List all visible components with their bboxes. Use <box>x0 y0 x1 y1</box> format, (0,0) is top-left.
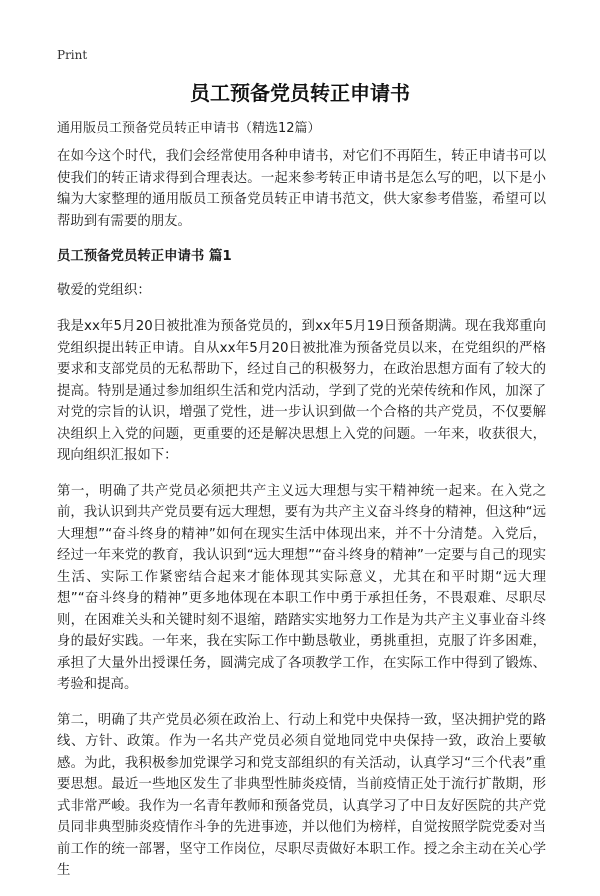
document-body <box>57 146 546 896</box>
body-paragraph-1: 我是xx年5月20日被批准为预备党员的，到xx年5月19日预备期满。现在我郑重向党组织提出转正申请。自从xx年5月20日被批准为预备党员以来，在党组织的严格要求和支部党员的无私帮助下，经过自己的积极努力，在政治思想方面有了较大的提高。特别是通过参加组织生活和党内活动，学到了党的光荣传统和作风，加深了对党的宗旨的认识，增强了党性，进一步认识到做一个合格的共产党员，不仅要解决组织上入党的问题，更重要的还是解决思想上入党的问题。一年来，收获很大，现向组织汇报如下： <box>57 319 546 463</box>
section-heading: 员工预备党员转正申请书 篇1 <box>57 249 232 264</box>
greeting: 敬爱的党组织： <box>57 283 151 298</box>
intro-paragraph: 在如今这个时代，我们会经常使用各种申请书，对它们不再陌生，转正申请书可以使我们的转正请求得到合理表达。一起来参考转正申请书是怎么写的吧，以下是小编为大家整理的通用版员工预备党员转正申请书范文，供大家参考借鉴，希望可以帮助到有需要的朋友。 <box>57 149 546 229</box>
body-paragraph-2: 第一，明确了共产党员必须把共产主义远大理想与实干精神统一起来。在入党之前，我认识到共产党员要有远大理想，要有为共产主义奋斗终身的精神，但这种“远大理想”“奋斗终身的精神”如何在现实生活中体现出来，并不十分清楚。入党后，经过一年来党的教育，我认识到“远大理想”“奋斗终身的精神”一定要与自己的现实生活、实际工作紧密结合起来才能体现其实际意义，尤其在和平时期“远大理想”“奋斗终身的精神”更多地体现在本职工作中勇于承担任务，不畏艰难、尽职尽则，在困难关头和关键时刻不退缩，踏踏实实地努力工作是为共产主义事业奋斗终身的最好实践。一年来，我在实际工作中勤恳敬业，勇挑重担，克服了许多困难，承担了大量外出授课任务，圆满完成了各项教学工作，在实际工作中得到了锻炼、考验和提高。 <box>57 483 546 692</box>
body-paragraph-3: 第二，明确了共产党员必须在政治上、行动上和党中央保持一致，坚决拥护党的路线、方针、政策。作为一名共产党员必须自觉地同党中央保持一致，政治上要敏感。为此，我积极参加党课学习和党支部组织的有关活动，认真学习“三个代表”重要思想。最近一些地区发生了非典型性肺炎疫情，当前疫情正处于流行扩散期，形式非常严峻。我作为一名青年教师和预备党员，认真学习了中日友好医院的共产党员同非典型肺炎疫情作斗争的先进事迹，并以他们为榜样，自觉按照学院党委对当前工作的统一部署，坚守工作岗位，尽职尽责做好本职工作。授之余主动在关心学生 <box>57 712 546 878</box>
page-title: 员工预备党员转正申请书 <box>190 81 410 105</box>
document-subtitle: 通用版员工预备党员转正申请书（精选12篇） <box>57 121 321 136</box>
print-link[interactable]: Print <box>57 48 88 62</box>
